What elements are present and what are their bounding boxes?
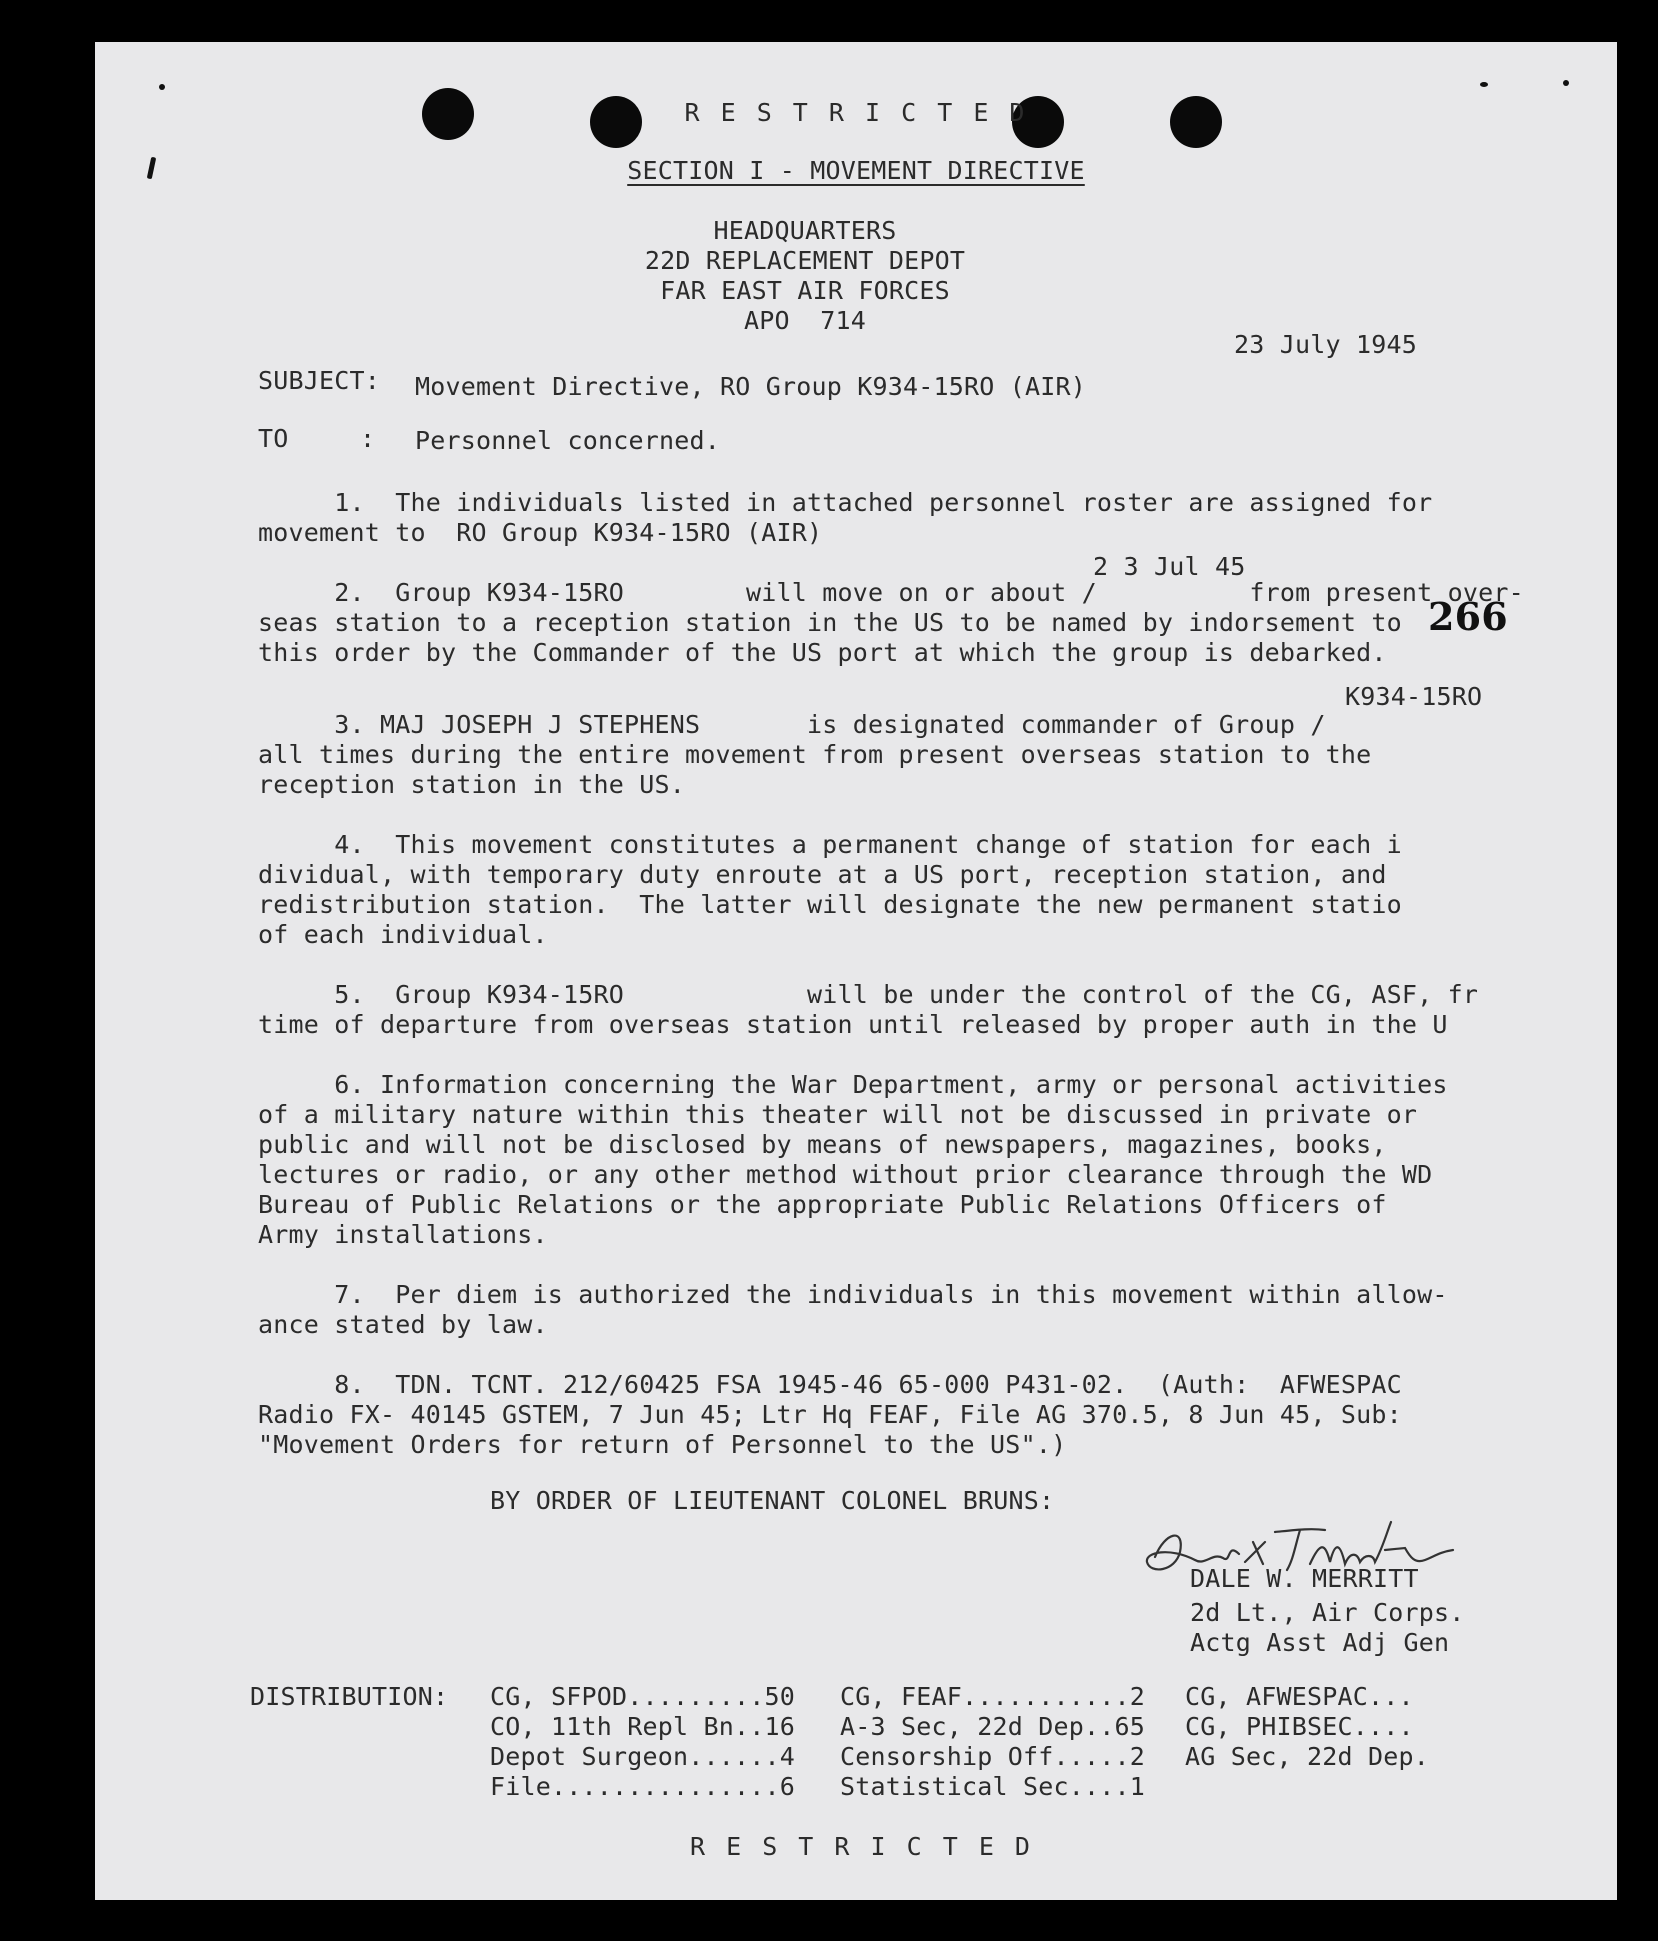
- stamp-number: 266: [1428, 594, 1508, 639]
- subject-label: SUBJECT:: [258, 366, 381, 395]
- paragraph-line: Army installations.: [258, 1220, 548, 1249]
- paragraph-line: 1. The individuals listed in attached personnel roster are assigned for: [258, 488, 1433, 517]
- paragraph-line: lectures or radio, or any other method without prior clearance through the WD: [258, 1160, 1433, 1189]
- paragraph-line: "Movement Orders for return of Personnel to the US".): [258, 1430, 1067, 1459]
- ink-spot: [1480, 82, 1488, 87]
- paragraph-line: 5. Group K934-15RO will be under the control of the CG, ASF, fr: [258, 980, 1479, 1009]
- document-page: [95, 42, 1617, 1900]
- distribution-entry: A-3 Sec, 22d Dep..65: [840, 1712, 1146, 1741]
- distribution-label: DISTRIBUTION:: [250, 1682, 449, 1711]
- classification-bottom: R E S T R I C T E D: [690, 1832, 1033, 1861]
- paragraph-line: 8. TDN. TCNT. 212/60425 FSA 1945-46 65-000 P431-02. (Auth: AFWESPAC: [258, 1370, 1402, 1399]
- hq-line: 22D REPLACEMENT DEPOT: [644, 246, 966, 275]
- group-insert: K934-15RO: [1345, 682, 1483, 711]
- distribution-entry: CG, FEAF...........2: [840, 1682, 1146, 1711]
- hq-line: FAR EAST AIR FORCES: [660, 276, 950, 305]
- paragraph-line: 2. Group K934-15RO will move on or about / from present over-: [258, 578, 1524, 607]
- document-date: 23 July 1945: [1234, 330, 1418, 359]
- distribution-entry: CG, AFWESPAC...: [1185, 1682, 1414, 1711]
- ink-spot: [159, 84, 165, 90]
- paragraph-line: reception station in the US.: [258, 770, 686, 799]
- order-line: BY ORDER OF LIEUTENANT COLONEL BRUNS:: [490, 1486, 1055, 1515]
- distribution-entry: CO, 11th Repl Bn..16: [490, 1712, 796, 1741]
- paragraph-line: redistribution station. The latter will designate the new permanent statio: [258, 890, 1402, 919]
- signature-rank: 2d Lt., Air Corps.: [1190, 1598, 1465, 1627]
- distribution-entry: File...............6: [490, 1772, 796, 1801]
- subject-text: Movement Directive, RO Group K934-15RO (AIR): [415, 372, 1087, 401]
- paragraph-line: seas station to a reception station in the US to be named by indorsement to: [258, 608, 1402, 637]
- section-title: SECTION I - MOVEMENT DIRECTIVE: [627, 156, 1085, 185]
- distribution-entry: Depot Surgeon......4: [490, 1742, 796, 1771]
- hq-line: HEADQUARTERS: [713, 216, 897, 245]
- paragraph-line: movement to RO Group K934-15RO (AIR): [258, 518, 823, 547]
- paragraph-line: 3. MAJ JOSEPH J STEPHENS is designated commander of Group /: [258, 710, 1326, 739]
- ink-spot: [1563, 80, 1569, 86]
- paragraph-line: ance stated by law.: [258, 1310, 548, 1339]
- paragraph-line: 4. This movement constitutes a permanent change of station for each i: [258, 830, 1402, 859]
- paragraph-line: time of departure from overseas station until released by proper auth in the U: [258, 1010, 1448, 1039]
- paragraph-line: dividual, with temporary duty enroute at a US port, reception station, and: [258, 860, 1387, 889]
- paragraph-line: 7. Per diem is authorized the individuals in this movement within allow-: [258, 1280, 1448, 1309]
- to-label: TO: [258, 424, 289, 453]
- date-insert: 2 3 Jul 45: [1093, 552, 1246, 581]
- signature-title: Actg Asst Adj Gen: [1190, 1628, 1450, 1657]
- paragraph-line: of a military nature within this theater will not be discussed in private or: [258, 1100, 1418, 1129]
- paragraph-line: 6. Information concerning the War Department, army or personal activities: [258, 1070, 1448, 1099]
- distribution-entry: Statistical Sec....1: [840, 1772, 1146, 1801]
- paragraph-line: this order by the Commander of the US port at which the group is debarked.: [258, 638, 1387, 667]
- paragraph-line: all times during the entire movement from present overseas station to the: [258, 740, 1372, 769]
- paragraph-line: Bureau of Public Relations or the appropriate Public Relations Officers of: [258, 1190, 1387, 1219]
- classification-top: R E S T R I C T E D: [684, 98, 1028, 127]
- signature-name: DALE W. MERRITT: [1190, 1564, 1419, 1593]
- distribution-entry: AG Sec, 22d Dep.: [1185, 1742, 1430, 1771]
- to-colon: :: [360, 424, 376, 453]
- to-text: Personnel concerned.: [415, 426, 721, 455]
- distribution-entry: Censorship Off.....2: [840, 1742, 1146, 1771]
- distribution-entry: CG, PHIBSEC....: [1185, 1712, 1414, 1741]
- hq-line: APO 714: [743, 306, 866, 335]
- paragraph-line: public and will not be disclosed by means of newspapers, magazines, books,: [258, 1130, 1387, 1159]
- paragraph-line: of each individual.: [258, 920, 548, 949]
- paragraph-line: Radio FX- 40145 GSTEM, 7 Jun 45; Ltr Hq FEAF, File AG 370.5, 8 Jun 45, Sub:: [258, 1400, 1402, 1429]
- distribution-entry: CG, SFPOD.........50: [490, 1682, 796, 1711]
